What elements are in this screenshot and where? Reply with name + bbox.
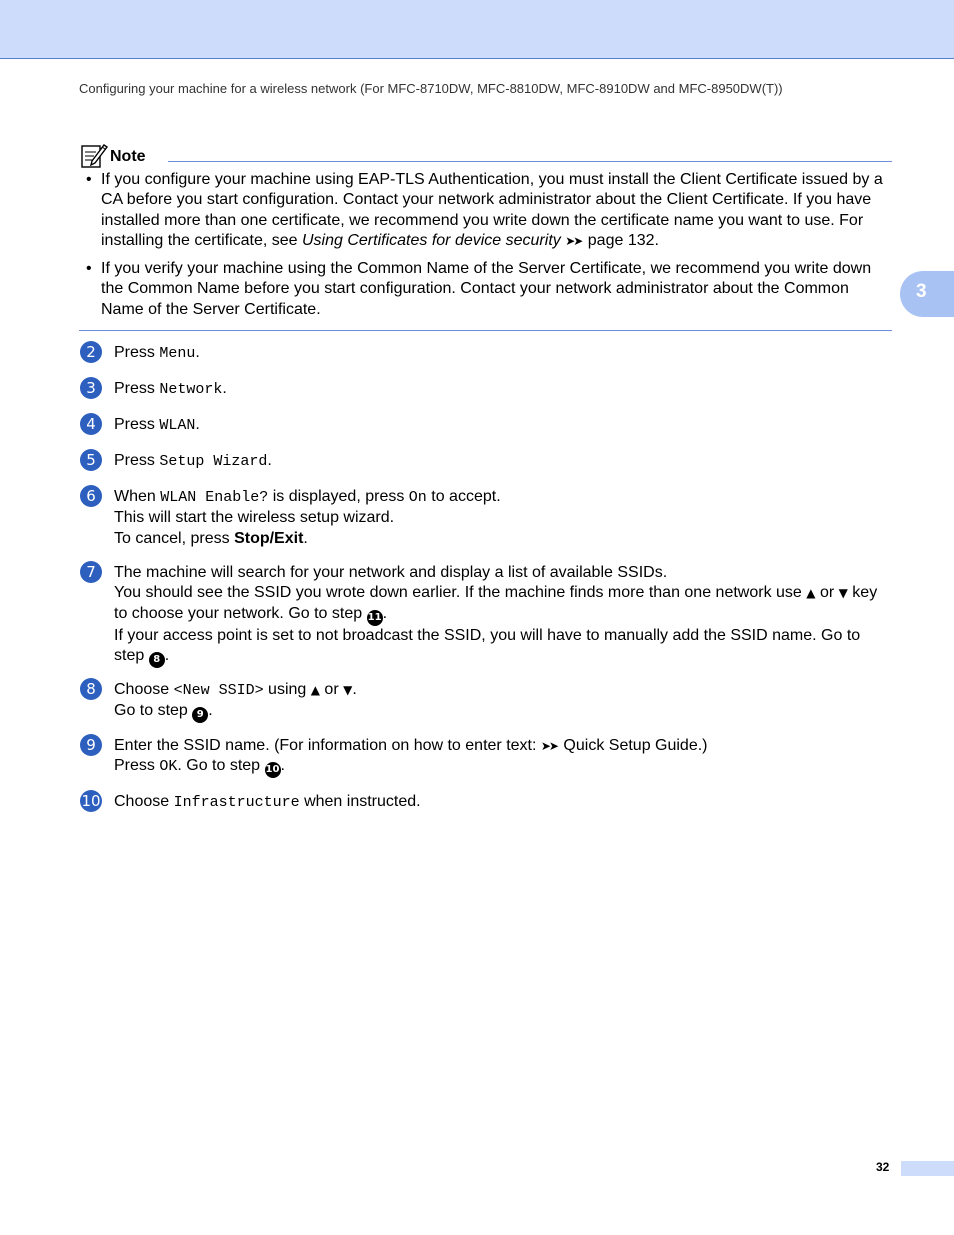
step-text: Press <box>114 380 160 397</box>
step-5 <box>114 451 894 472</box>
cross-reference-link[interactable]: Using Certificates for device security <box>302 232 561 250</box>
step-number: 2 <box>80 341 102 363</box>
running-header: Configuring your machine for a wireless network (For MFC-8710DW, MFC-8810DW, MFC-8910DW and MFC-8950DW(T)) <box>79 81 783 96</box>
step-text: Press <box>114 344 160 361</box>
step-4 <box>114 415 894 436</box>
step-text: Choose <box>114 793 174 810</box>
triangle-down-icon: ▼ <box>838 586 848 601</box>
note-bullet-2: If you verify your machine using the Common Name of the Server Certificate, we recommend you write down the Common Name before you start configuration. Contact your network administrator about the Common Name of the Server Certificate. <box>101 260 872 318</box>
double-chevron-right-icon: ➤➤ <box>565 234 582 249</box>
step-number: 6 <box>80 485 102 507</box>
step-text: Go to step <box>114 702 193 720</box>
bullet-marker: • <box>86 171 92 188</box>
note-bullet-1-text: If you configure your machine using EAP-TLS Authentication, you must install the Client Certificate issued by a CA before you start configuration. Contact your network administrator about the Client Certificate. If you have installed more than one certificate, we recommend you write down the certificate name you want to use. For installing the certificate, see <box>101 171 883 250</box>
step-text: Press <box>114 416 160 433</box>
button-name: On <box>408 489 427 506</box>
step-2 <box>114 343 894 364</box>
page-number: 32 <box>876 1160 890 1174</box>
step-text: . <box>222 380 227 397</box>
triangle-up-icon: ▲ <box>310 683 320 697</box>
step-10 <box>114 792 894 813</box>
step-text: Quick Setup Guide.) <box>558 737 708 754</box>
note-bullet-1-tail: page 132. <box>583 232 659 250</box>
step-text: Enter the SSID name. (For information on how to enter text: <box>114 737 541 754</box>
button-name: OK <box>159 758 178 776</box>
step-reference[interactable]: 10 <box>265 762 281 778</box>
key-name: Stop/Exit <box>234 529 304 547</box>
button-name: Network <box>159 381 223 398</box>
step-text: If your access point is set to not broadcast the SSID, you will have to manually add the SSID name. Go to step <box>114 626 861 665</box>
step-number: 10 <box>81 792 101 810</box>
step-9: Enter the SSID name. (For information on how to enter text: ➤➤ Quick Setup Guide.) Press OK. Go to step 10. <box>114 736 894 778</box>
step-number: 9 <box>80 734 102 756</box>
header-band <box>0 0 954 59</box>
step-text: Choose <box>114 681 174 698</box>
lcd-option: <New SSID> <box>173 682 264 699</box>
step-7: The machine will search for your network and display a list of available SSIDs. You should see the SSID you wrote down earlier. If the machine finds more than one network use ▲ or ▼ key to choose your network. Go to step 11. If your access point is set to not broadcast the SSID, you will have to manually add the SSID name. Go to step 8 . <box>114 563 894 668</box>
step-text: . Go to step <box>177 757 265 775</box>
button-name: Setup Wizard <box>159 453 268 470</box>
triangle-down-icon: ▼ <box>343 683 353 697</box>
triangle-up-icon: ▲ <box>806 586 816 601</box>
step-number: 4 <box>80 413 102 435</box>
step-text: . <box>195 416 200 433</box>
step-text: . <box>303 529 308 547</box>
step-text: To cancel, press <box>114 529 235 547</box>
step-text: . <box>195 344 200 361</box>
button-name: WLAN <box>159 417 196 434</box>
step-3 <box>114 379 894 400</box>
note-bullet-1 <box>101 170 892 252</box>
step-text: The machine will search for your network and display a list of available SSIDs. <box>114 564 668 581</box>
lcd-message: WLAN Enable? <box>160 489 269 506</box>
double-chevron-right-icon: ➤➤ <box>540 739 557 753</box>
bullet-marker: • <box>86 260 92 277</box>
pencil-note-icon <box>80 141 108 169</box>
step-text: This will start the wireless setup wizard. <box>114 509 395 527</box>
step-text: is displayed, press <box>268 488 409 505</box>
chapter-tab <box>900 271 954 317</box>
step-number: 5 <box>80 449 102 471</box>
step-6 <box>114 487 894 549</box>
chapter-number: 3 <box>916 281 927 302</box>
step-text: Press <box>114 452 160 469</box>
step-text: when instructed. <box>299 793 421 810</box>
note-title: Note <box>110 148 146 165</box>
step-reference[interactable]: 8 <box>149 652 165 668</box>
step-8: Choose <New SSID> using ▲ or ▼. Go to step 9 . <box>114 680 894 723</box>
button-name: Menu <box>159 345 196 362</box>
step-text: or <box>815 584 839 602</box>
step-text: When <box>114 488 161 505</box>
step-number: 8 <box>80 678 102 700</box>
step-text: using <box>263 681 311 698</box>
note-divider-bottom <box>79 330 892 331</box>
step-text: . <box>267 452 272 469</box>
step-reference[interactable]: 9 <box>192 707 208 723</box>
step-text: to accept. <box>426 488 501 505</box>
step-text: You should see the SSID you wrote down earlier. If the machine finds more than one network use <box>114 584 807 602</box>
step-number: 7 <box>80 561 102 583</box>
step-reference[interactable]: 11 <box>367 610 383 626</box>
step-text: Press <box>114 757 160 775</box>
step-text: or <box>319 681 344 698</box>
step-text: key to choose your network. Go to step <box>114 584 878 622</box>
step-number: 3 <box>80 377 102 399</box>
note-divider-top <box>168 161 892 162</box>
lcd-option: Infrastructure <box>173 794 300 811</box>
footer-band <box>901 1161 954 1176</box>
